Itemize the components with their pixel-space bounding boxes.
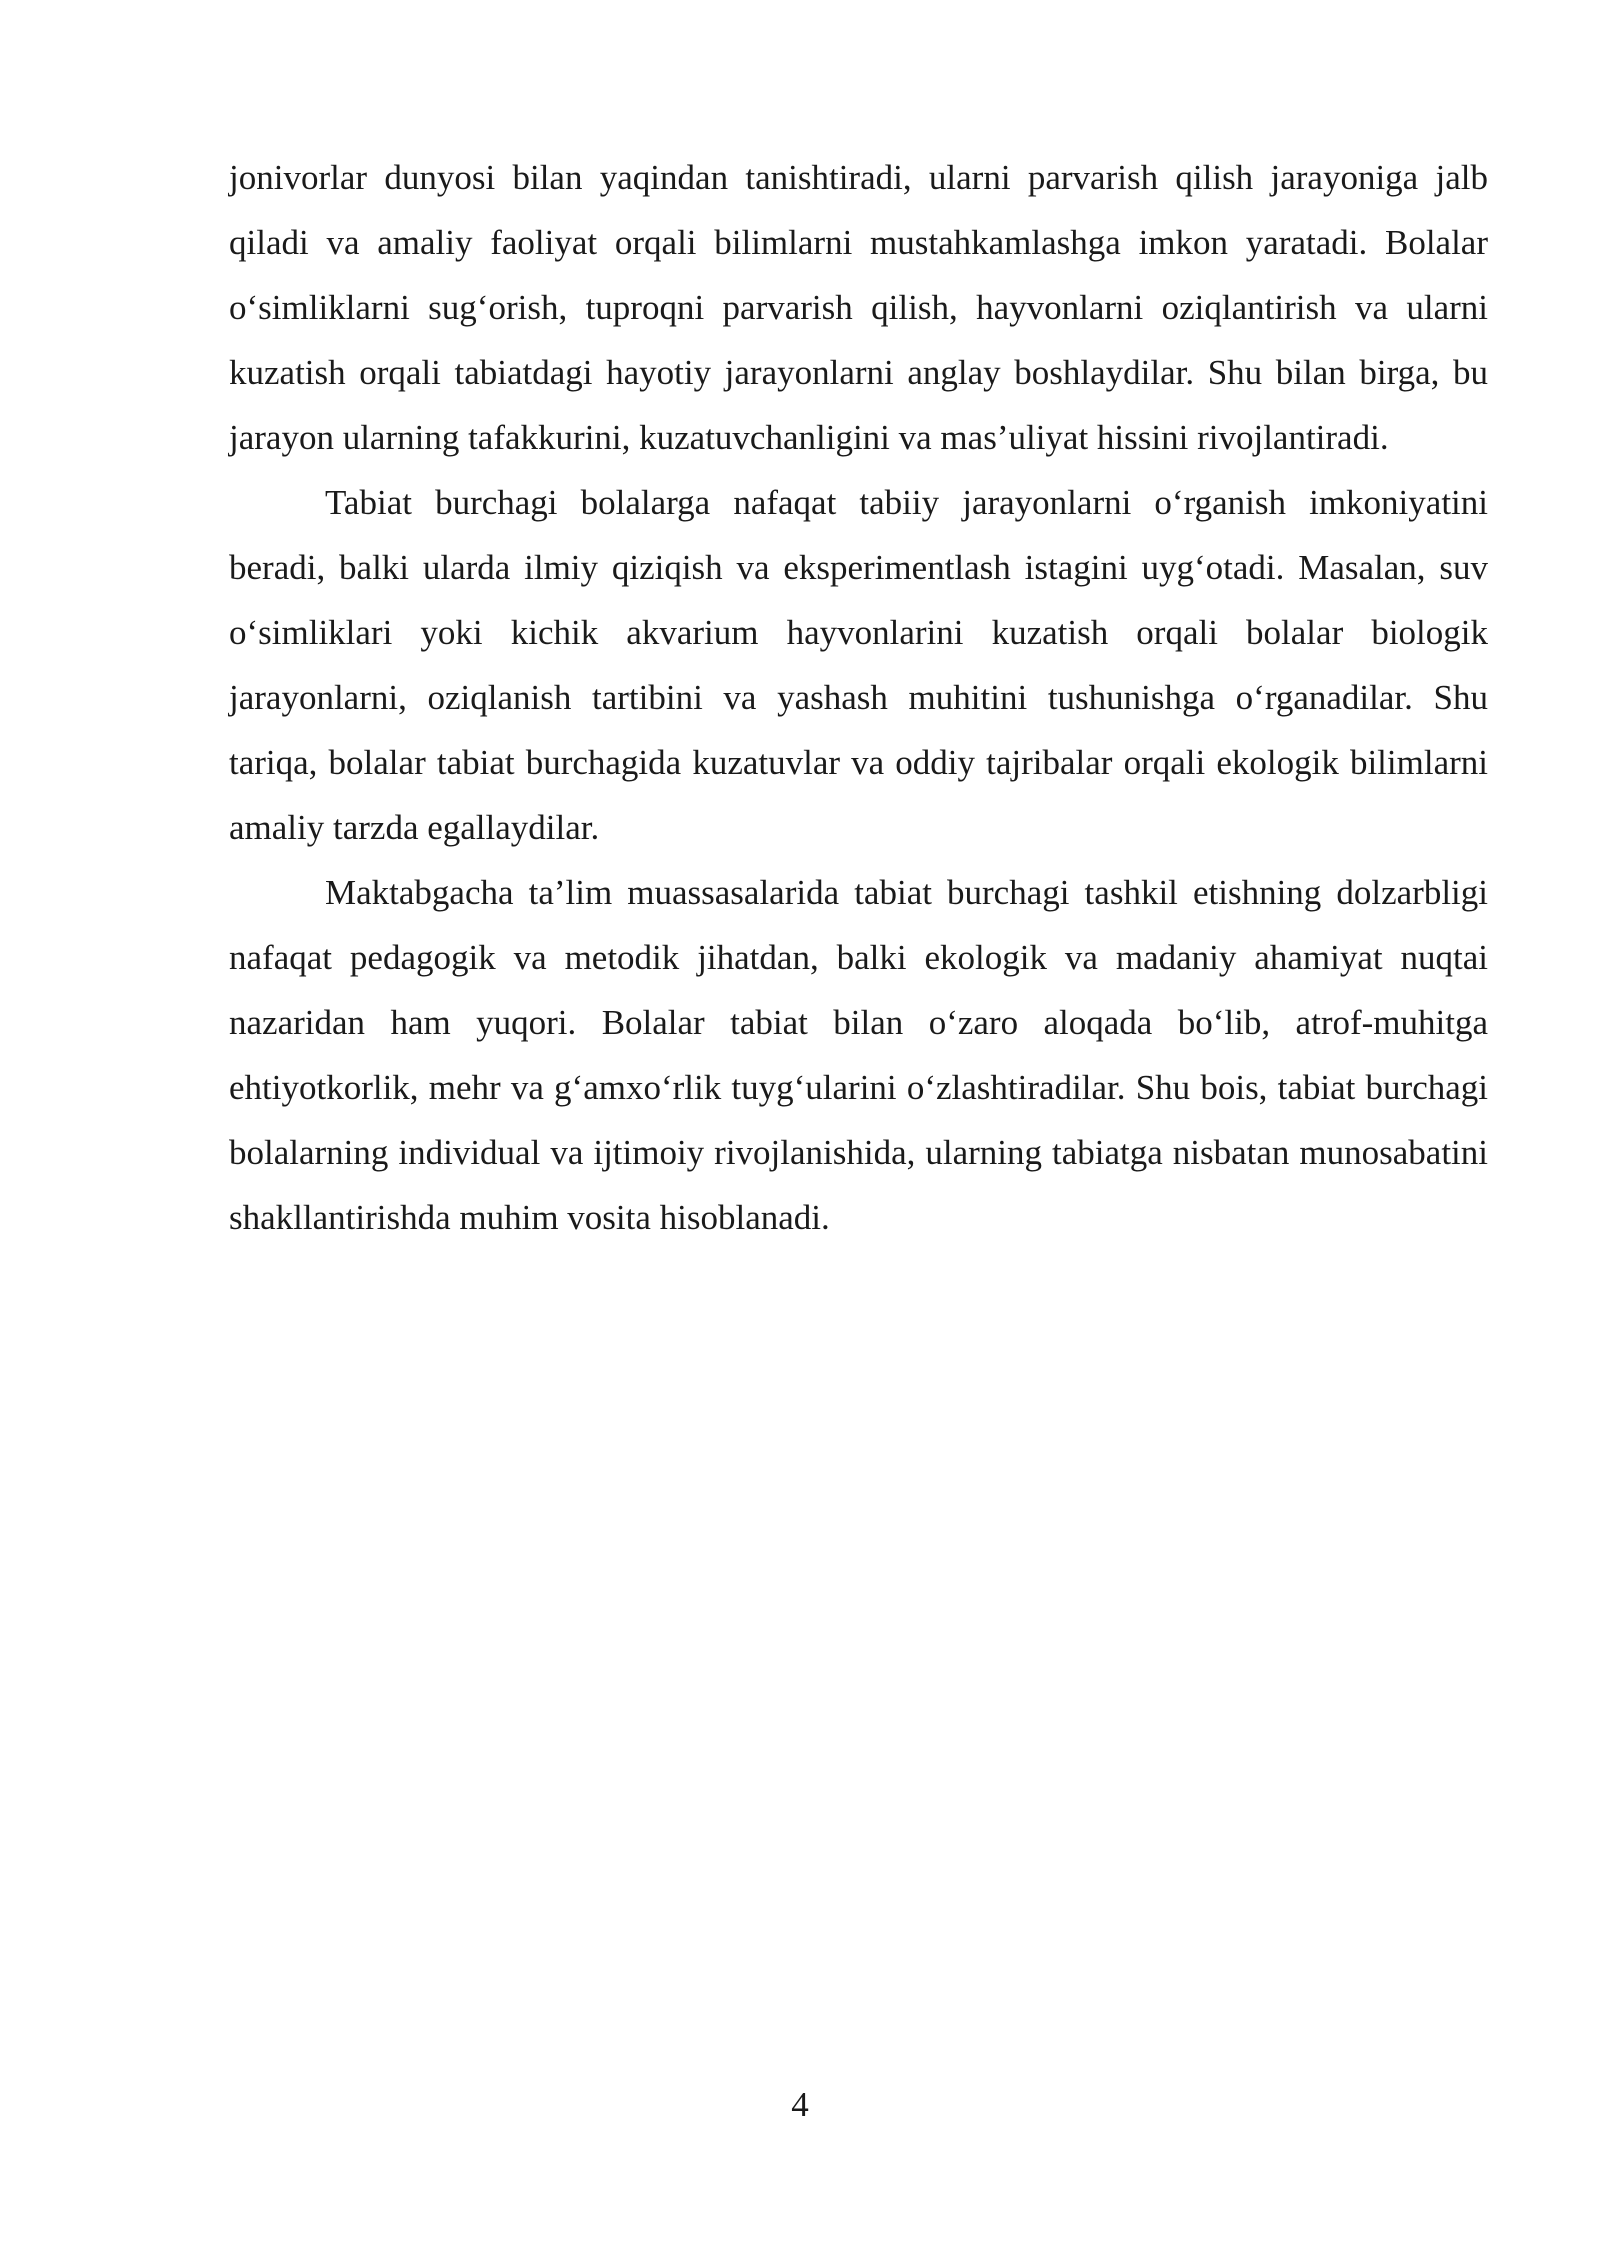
paragraph-nature-corner: Tabiat burchagi bolalarga nafaqat tabiiy jarayonlarni o‘rganish imkoniyatini beradi, balki ularda ilmiy qiziqish va eksperimentlash istagini uyg‘otadi. Masalan, suv o‘simliklari yoki kichik akvarium hayvonlarini kuzatish orqali bolalar biologik jarayonlarni, oziqlanish tartibini va yashash muhitini tushunishga o‘rganadilar. Shu tariqa, bolalar tabiat burchagida kuzatuvlar va oddiy tajribalar orqali ekologik bilimlarni amaliy tarzda egallaydilar. — [229, 483, 1488, 847]
page-number: 4 — [791, 2085, 809, 2124]
paragraph-relevance: Maktabgacha ta’lim muassasalarida tabiat burchagi tashkil etishning dolzarbligi nafaqat pedagogik va metodik jihatdan, balki ekologik va madaniy ahamiyat nuqtai nazaridan ham yuqori. Bolalar tabiat bilan o‘zaro aloqada bo‘lib, atrof-muhitga ehtiyotkorlik, mehr va g‘amxo‘rlik tuyg‘ularini o‘zlashtiradilar. Shu bois, tabiat burchagi bolalarning individual va ijtimoiy rivojlanishida, ularning tabiatga nisbatan munosabatini shakllantirishda muhim vosita hisoblanadi. — [229, 873, 1488, 1237]
body-text — [229, 145, 1488, 1250]
paragraph-continuation: jonivorlar dunyosi bilan yaqindan tanishtiradi, ularni parvarish qilish jarayoniga jalb qiladi va amaliy faoliyat orqali bilimlarni mustahkamlashga imkon yaratadi. Bolalar o‘simliklarni sug‘orish, tuproqni parvarish qilish, hayvonlarni oziqlantirish va ularni kuzatish orqali tabiatdagi hayotiy jarayonlarni anglay boshlaydilar. Shu bilan birga, bu jarayon ularning tafakkurini, kuzatuvchanligini va mas’uliyat hissini rivojlantiradi. — [229, 158, 1488, 457]
